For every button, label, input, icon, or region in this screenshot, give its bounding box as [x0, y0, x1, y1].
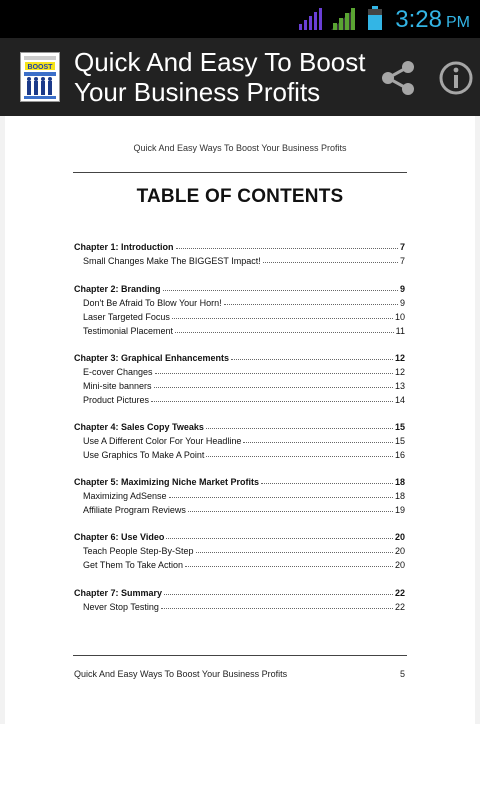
toc-leader-dots: [175, 331, 394, 333]
toc-section-entry: [83, 448, 405, 460]
toc-leader-dots: [224, 303, 398, 305]
status-bar: [0, 0, 480, 38]
toc-leader-dots: [188, 510, 393, 512]
toc-leader-dots: [172, 317, 393, 319]
toc-chapter-entry: [74, 240, 405, 252]
toc-leader-dots: [196, 551, 393, 553]
toc-leader-dots: [231, 358, 393, 360]
header-rule: [73, 172, 407, 173]
info-icon[interactable]: [436, 58, 476, 98]
toc-chapter-entry: [74, 530, 405, 542]
toc-leader-dots: [185, 565, 393, 567]
toc-entry-page: 16: [394, 450, 405, 460]
app-title-line2: Your Business Profits: [74, 77, 321, 107]
toc-leader-dots: [166, 537, 393, 539]
battery-icon: [367, 6, 383, 30]
toc-entry-page: 15: [394, 422, 405, 432]
toc-entry-page: 13: [394, 381, 405, 391]
toc-leader-dots: [261, 482, 393, 484]
toc-entry-page: 22: [394, 602, 405, 612]
toc-leader-dots: [151, 400, 393, 402]
share-icon[interactable]: [378, 58, 418, 98]
toc-entry-page: 10: [394, 312, 405, 322]
toc-entry-label: Teach People Step-By-Step: [83, 546, 194, 556]
toc-entry-label: Small Changes Make The BIGGEST Impact!: [83, 256, 261, 266]
document-footer: [74, 669, 405, 679]
footer-page-number: 5: [399, 669, 405, 679]
toc-section-entry: [83, 379, 405, 391]
toc-entry-page: 11: [395, 326, 405, 336]
toc-leader-dots: [161, 607, 393, 609]
toc-entry-page: 18: [394, 477, 405, 487]
toc-leader-dots: [176, 247, 398, 249]
toc-entry-label: Chapter 1: Introduction: [74, 242, 174, 252]
toc-entry-label: Get Them To Take Action: [83, 560, 184, 570]
toc-entry-label: Chapter 4: Sales Copy Tweaks: [74, 422, 204, 432]
wifi-signal-icon: [298, 8, 322, 30]
toc-section-entry: [83, 544, 405, 556]
toc-chapter-entry: [74, 420, 405, 432]
toc-entry-label: Testimonial Placement: [83, 326, 174, 336]
toc-section-entry: [83, 600, 405, 612]
toc-section-entry: [83, 296, 405, 308]
status-clock: [395, 6, 470, 34]
toc-section-entry: [83, 503, 405, 515]
toc-entry-page: 7: [399, 242, 405, 252]
toc-entry-page: 7: [399, 256, 405, 266]
toc-section-entry: [83, 310, 405, 322]
toc-entry-page: 18: [394, 491, 405, 501]
clock-time: 3:28: [395, 6, 442, 33]
clock-ampm: PM: [446, 14, 470, 31]
toc-entry-page: 9: [399, 284, 405, 294]
toc-title: TABLE OF CONTENTS: [136, 186, 344, 207]
toc-leader-dots: [206, 455, 393, 457]
toc-chapter-entry: [74, 586, 405, 598]
toc-entry-page: 20: [394, 532, 405, 542]
toc-section-entry: [83, 324, 405, 336]
toc-entry-label: Chapter 7: Summary: [74, 588, 163, 598]
toc-section-entry: [83, 558, 405, 570]
toc-leader-dots: [169, 496, 393, 498]
toc-chapter-entry: [74, 282, 405, 294]
book-cover-icon: [21, 53, 59, 101]
app-title-line1: Quick And Easy To Boost: [74, 47, 366, 77]
toc-entry-page: 14: [394, 395, 405, 405]
toc-leader-dots: [155, 372, 393, 374]
toc-section-entry: [83, 393, 405, 405]
toc-entry-label: Mini-site banners: [83, 381, 152, 391]
toc-entry-label: Never Stop Testing: [83, 602, 159, 612]
toc-entry-label: Chapter 5: Maximizing Niche Market Profits: [74, 477, 260, 487]
toc-entry-label: Use Graphics To Make A Point: [83, 450, 205, 460]
toc-entry-page: 15: [394, 436, 405, 446]
toc-leader-dots: [164, 593, 393, 595]
toc-entry-label: Product Pictures: [83, 395, 150, 405]
cell-signal-icon: [331, 8, 355, 30]
toc-entry-page: 20: [394, 560, 405, 570]
toc-entry-page: 12: [394, 367, 405, 377]
toc-section-entry: [83, 365, 405, 377]
footer-title: Quick And Easy Ways To Boost Your Business Profits: [74, 669, 288, 679]
toc-section-entry: [83, 489, 405, 501]
toc-leader-dots: [154, 386, 393, 388]
toc-section-entry: [83, 254, 405, 266]
app-title: [74, 47, 374, 107]
toc-entry-label: Affiliate Program Reviews: [83, 505, 186, 515]
toc-entry-label: Don't Be Afraid To Blow Your Horn!: [83, 298, 222, 308]
toc-chapter-entry: [74, 351, 405, 363]
toc-entry-page: 9: [399, 298, 405, 308]
toc-entry-label: Chapter 6: Use Video: [74, 532, 165, 542]
toc-entry-page: 19: [394, 505, 405, 515]
toc-leader-dots: [206, 427, 393, 429]
action-bar: [0, 38, 480, 116]
toc-entry-label: Use A Different Color For Your Headline: [83, 436, 242, 446]
app-icon[interactable]: [20, 52, 60, 102]
toc-entry-label: Chapter 3: Graphical Enhancements: [74, 353, 230, 363]
toc-leader-dots: [243, 441, 393, 443]
toc-entry-label: Maximizing AdSense: [83, 491, 167, 501]
toc-section-entry: [83, 434, 405, 446]
document-header: Quick And Easy Ways To Boost Your Business Profits: [133, 143, 347, 153]
toc-leader-dots: [263, 261, 398, 263]
toc-entry-label: Chapter 2: Branding: [74, 284, 161, 294]
toc-entry-page: 22: [394, 588, 405, 598]
toc-entry-label: E-cover Changes: [83, 367, 153, 377]
toc-leader-dots: [163, 289, 398, 291]
toc-entry-page: 20: [394, 546, 405, 556]
toc-chapter-entry: [74, 475, 405, 487]
toc-entry-page: 12: [394, 353, 405, 363]
footer-rule: [73, 655, 407, 656]
toc-entry-label: Laser Targeted Focus: [83, 312, 170, 322]
app-icon-text: BOOST: [27, 64, 53, 71]
